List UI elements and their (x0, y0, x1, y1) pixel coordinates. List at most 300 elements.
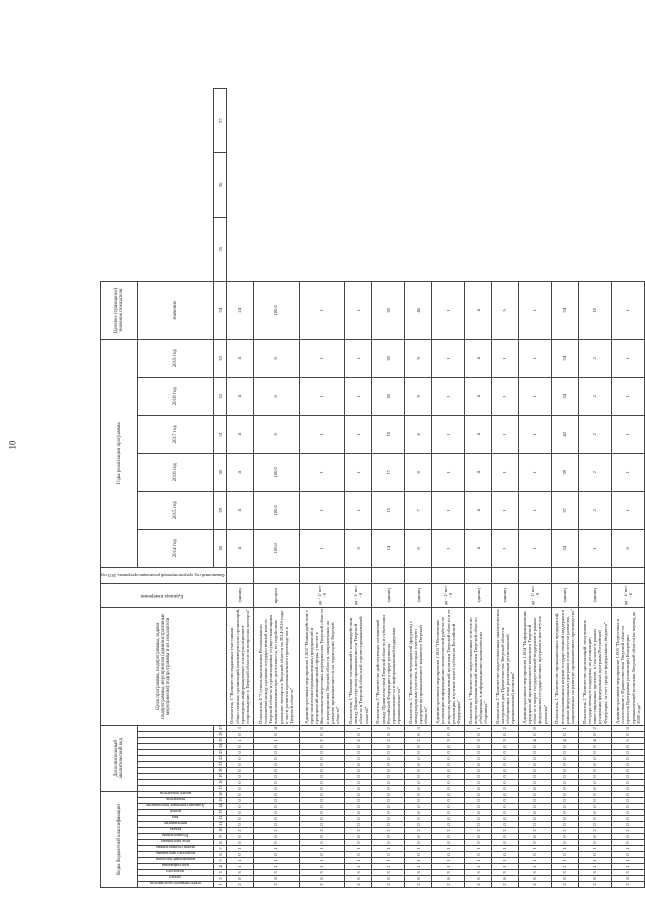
code-cell: 0 (372, 852, 405, 858)
indicator-text: Показатель 1 "Количество подготовленных отчетов по вопросам промышленной политики Тверской области, обобщенных в информационно-аналитических сборниках" (465, 607, 492, 725)
code-cell: 2 (299, 882, 345, 888)
code-cell: 0 (345, 773, 372, 779)
base-year-cell (226, 567, 253, 583)
page-number: 10 (7, 440, 18, 450)
code-cell: 0 (226, 852, 253, 858)
code-cell: 0 (578, 785, 611, 791)
code-cell: 0 (405, 755, 432, 761)
year-header: 2018 год (138, 377, 214, 415)
code-cell: 0 (465, 816, 492, 822)
year-value-cell: 1 (518, 339, 551, 377)
code-cell: 3 (611, 870, 644, 876)
code-cell: 1 (345, 846, 372, 852)
code-cell: 2 (432, 828, 465, 834)
code-cell: 2 (372, 828, 405, 834)
code-cell: 0 (611, 834, 644, 840)
code-cell: 0 (611, 816, 644, 822)
code-label-cell (138, 725, 214, 731)
code-cell: 0 (345, 785, 372, 791)
code-cell: 0 (578, 773, 611, 779)
code-cell: 0 (345, 834, 372, 840)
code-cell: 1 (432, 864, 465, 870)
code-cell: 1 (299, 858, 345, 864)
code-cell: 0 (518, 852, 551, 858)
base-year-cell (465, 567, 492, 583)
code-cell: 0 (345, 822, 372, 828)
code-cell: 0 (226, 779, 253, 785)
code-cell: 2 (465, 882, 492, 888)
code-cell: 2 (253, 828, 299, 834)
table-row (345, 89, 372, 888)
code-cell: 0 (518, 785, 551, 791)
target-value-cell: 20 (372, 281, 405, 339)
table-row (405, 89, 432, 888)
code-cell: 3 (551, 870, 578, 876)
code-cell: 0 (253, 852, 299, 858)
code-label-cell (138, 749, 214, 755)
code-cell: 1 (551, 864, 578, 870)
table-row (551, 89, 578, 888)
code-cell: 0 (465, 810, 492, 816)
code-cell: 1 (551, 858, 578, 864)
unit-cell: единиц (551, 583, 578, 607)
code-cell: 0 (465, 840, 492, 846)
code-cell: 0 (551, 791, 578, 797)
target-group-header: Целевое (суммарное) значение показателя (101, 281, 138, 339)
code-cell: 8 (492, 876, 519, 882)
code-cell: 0 (226, 755, 253, 761)
column-number: 5 (214, 858, 227, 864)
code-cell: 3 (518, 870, 551, 876)
year-value-cell: 2 (578, 415, 611, 453)
program-table-sheet (100, 88, 641, 888)
code-cell: 2 (405, 828, 432, 834)
column-number: 1 (214, 882, 227, 888)
code-cell: 3 (405, 870, 432, 876)
program-indicators-table (100, 88, 645, 888)
year-value-cell: 1 (518, 491, 551, 529)
year-value-cell: 39 (551, 453, 578, 491)
code-cell: 0 (551, 816, 578, 822)
column-number-row (214, 89, 227, 888)
column-number: 24 (214, 743, 227, 749)
code-cell: 2 (551, 882, 578, 888)
code-cell: 3 (432, 870, 465, 876)
column-number: 31 (214, 415, 227, 453)
code-cell: 0 (465, 822, 492, 828)
code-cell: 0 (465, 779, 492, 785)
code-cell: 1 (253, 858, 299, 864)
table-row (578, 89, 611, 888)
target-value-cell: 10 (578, 281, 611, 339)
code-cell: 0 (226, 785, 253, 791)
code-cell: 1 (492, 846, 519, 852)
year-value-cell: 18 (372, 415, 405, 453)
base-year-cell (432, 567, 465, 583)
code-cell: 2 (578, 882, 611, 888)
code-label-cell: Административное мероприятие (138, 804, 214, 810)
code-cell: 2 (372, 725, 405, 731)
code-cell: 0 (432, 773, 465, 779)
code-cell: 0 (432, 822, 465, 828)
code-cell: 0 (492, 840, 519, 846)
year-header: 2014 год (138, 529, 214, 567)
base-year-cell (299, 567, 345, 583)
table-row (226, 89, 253, 888)
code-cell: 0 (518, 810, 551, 816)
year-value-cell: 1 (518, 453, 551, 491)
code-cell: 0 (253, 767, 299, 773)
target-value-cell: 1 (611, 281, 644, 339)
year-value-cell: 37 (551, 491, 578, 529)
table-row (465, 89, 492, 888)
base-year-cell (253, 567, 299, 583)
code-cell: 1 (432, 846, 465, 852)
column-number: 34 (214, 281, 227, 339)
code-cell: 0 (405, 731, 432, 737)
code-cell: 2 (405, 882, 432, 888)
code-cell: 1 (465, 858, 492, 864)
code-cell: 0 (405, 822, 432, 828)
code-cell: 0 (578, 755, 611, 761)
code-cell: 0 (432, 749, 465, 755)
code-cell: 3 (465, 870, 492, 876)
code-cell: 0 (611, 755, 644, 761)
code-cell: 0 (611, 840, 644, 846)
code-cell: 1 (432, 858, 465, 864)
code-cell: 0 (611, 791, 644, 797)
code-cell: 1 (611, 846, 644, 852)
code-cell: 0 (299, 779, 345, 785)
column-number: 3 (214, 870, 227, 876)
code-cell: 1 (253, 846, 299, 852)
code-cell: 2 (226, 828, 253, 834)
code-cell: 0 (253, 834, 299, 840)
code-cell: 2 (518, 828, 551, 834)
code-cell: 0 (465, 852, 492, 858)
year-value-cell: 7 (405, 491, 432, 529)
code-cell: 0 (578, 810, 611, 816)
code-cell: 0 (372, 785, 405, 791)
column-number: 13 (214, 810, 227, 816)
code-cell: 0 (578, 816, 611, 822)
code-cell: 0 (372, 755, 405, 761)
year-value-cell: 100,0 (253, 453, 299, 491)
code-cell: 0 (432, 834, 465, 840)
year-value-cell: 2 (578, 453, 611, 491)
year-value-cell: 8 (405, 415, 432, 453)
code-cell: 1 (299, 846, 345, 852)
year-value-cell: 4 (226, 453, 253, 491)
table-row (372, 89, 405, 888)
table-row (518, 89, 551, 888)
code-cell: 3 (432, 737, 465, 743)
column-number: 12 (214, 816, 227, 822)
unit-cell: единиц (372, 583, 405, 607)
code-cell: 0 (465, 804, 492, 810)
code-cell: 0 (253, 743, 299, 749)
unit-cell: единиц (226, 583, 253, 607)
code-cell: 0 (226, 743, 253, 749)
year-value-cell: 1 (345, 339, 372, 377)
column-number: 4 (214, 864, 227, 870)
code-cell: 3 (492, 737, 519, 743)
code-label-cell: мероприятие (138, 822, 214, 828)
year-value-cell: 1 (432, 339, 465, 377)
column-number: 17 (214, 785, 227, 791)
code-cell: 1 (518, 864, 551, 870)
year-header: 2019 год (138, 339, 214, 377)
code-cell: 0 (372, 798, 405, 804)
code-cell: 0 (299, 798, 345, 804)
year-value-cell: 20 (372, 377, 405, 415)
code-cell: 4 (578, 737, 611, 743)
target-value-cell: 5 (492, 281, 519, 339)
code-cell: 0 (578, 834, 611, 840)
column-number: 28 (214, 529, 227, 567)
year-value-cell: 1 (299, 491, 345, 529)
column-number: 8 (214, 840, 227, 846)
code-cell: 0 (518, 743, 551, 749)
code-cell: 0 (518, 731, 551, 737)
code-cell: 0 (578, 743, 611, 749)
code-cell: 0 (345, 804, 372, 810)
code-cell: 0 (432, 779, 465, 785)
code-cell: 0 (578, 791, 611, 797)
indicator-text: Показатель 1 "Наличие соглашений о взаимодействии между Министерством промышленности Тверской области и Тверской областной торгово-промышленной палатой" (345, 607, 372, 725)
code-cell: 1 (551, 725, 578, 731)
year-value-cell: 0 (253, 339, 299, 377)
base-year-cell (551, 567, 578, 583)
code-cell: 1 (299, 864, 345, 870)
column-number: 2 (214, 876, 227, 882)
code-cell: 0 (345, 761, 372, 767)
code-cell: 0 (551, 840, 578, 846)
code-cell: 1 (465, 846, 492, 852)
goal-column-header: Цели программы, подпрограммы, задачи подпрограммы, мероприятия (административные мероприятия) подпрограммы и их показатели (101, 607, 227, 725)
code-cell: 0 (372, 804, 405, 810)
code-cell: 0 (299, 761, 345, 767)
year-value-cell: 4 (465, 339, 492, 377)
code-cell: 0 (345, 743, 372, 749)
code-cell: 0 (345, 755, 372, 761)
code-label-cell: направление расходов (138, 858, 214, 864)
code-cell: 1 (345, 725, 372, 731)
table-row (299, 89, 345, 888)
code-cell: 0 (299, 731, 345, 737)
code-cell: 0 (226, 731, 253, 737)
code-cell: 1 (226, 864, 253, 870)
column-number: 30 (214, 453, 227, 491)
column-number: 32 (214, 377, 227, 415)
code-cell: 2 (578, 725, 611, 731)
code-cell: 0 (372, 779, 405, 785)
code-cell: 0 (518, 761, 551, 767)
code-cell: 0 (299, 791, 345, 797)
year-value-cell: 42 (551, 415, 578, 453)
target-value-cell: 4 (465, 281, 492, 339)
year-value-cell: 100,0 (253, 491, 299, 529)
code-cell: 0 (432, 798, 465, 804)
code-cell: 8 (465, 876, 492, 882)
code-label-cell (138, 773, 214, 779)
code-cell: 0 (299, 767, 345, 773)
code-cell: 1 (578, 864, 611, 870)
code-cell: 5 (611, 737, 644, 743)
base-year-cell (518, 567, 551, 583)
code-cell: 0 (345, 767, 372, 773)
year-value-cell: 4 (226, 491, 253, 529)
extra-code-header: Дополнительный аналитический код (101, 725, 138, 791)
code-cell: 0 (299, 840, 345, 846)
column-number: 11 (214, 822, 227, 828)
code-cell: 0 (345, 779, 372, 785)
code-cell: 0 (465, 749, 492, 755)
code-cell: 3 (299, 870, 345, 876)
year-value-cell: 17 (372, 453, 405, 491)
year-value-cell: 1 (611, 339, 644, 377)
code-cell: 0 (518, 773, 551, 779)
code-cell: 0 (299, 785, 345, 791)
column-number: 14 (214, 804, 227, 810)
year-value-cell: 4 (226, 377, 253, 415)
code-cell: 0 (432, 731, 465, 737)
code-cell: 0 (253, 840, 299, 846)
code-cell: 3 (465, 737, 492, 743)
code-cell: 0 (345, 810, 372, 816)
year-value-cell: 0 (253, 377, 299, 415)
year-value-cell: 1 (299, 529, 345, 567)
code-cell: 0 (299, 822, 345, 828)
year-value-cell: 1 (432, 415, 465, 453)
code-cell: 0 (345, 731, 372, 737)
code-cell: 0 (253, 785, 299, 791)
code-cell: 1 (345, 858, 372, 864)
code-cell: 8 (432, 876, 465, 882)
code-cell: 1 (465, 864, 492, 870)
code-cell: 0 (405, 852, 432, 858)
year-value-cell: 1 (611, 377, 644, 415)
code-cell: 0 (299, 834, 345, 840)
year-value-cell: 14 (372, 529, 405, 567)
column-number: 33 (214, 339, 227, 377)
code-cell: 0 (432, 816, 465, 822)
year-value-cell: 1 (432, 529, 465, 567)
code-cell: 0 (551, 785, 578, 791)
year-value-cell: 1 (492, 453, 519, 491)
code-cell: 0 (492, 755, 519, 761)
code-cell: 0 (253, 804, 299, 810)
year-value-cell: 34 (551, 339, 578, 377)
code-cell: 8 (578, 876, 611, 882)
code-cell: 0 (465, 767, 492, 773)
table-row (253, 89, 299, 888)
code-cell: 2 (345, 828, 372, 834)
code-cell: 0 (551, 767, 578, 773)
base-year-cell (492, 567, 519, 583)
code-cell: 0 (432, 852, 465, 858)
column-number: 19 (214, 773, 227, 779)
code-cell: 0 (611, 804, 644, 810)
code-cell: 0 (578, 767, 611, 773)
code-cell: 0 (518, 822, 551, 828)
code-cell: 0 (611, 767, 644, 773)
code-cell: 4 (551, 737, 578, 743)
code-label-cell: классификация (138, 864, 214, 870)
code-cell: 0 (253, 755, 299, 761)
base-year-cell (372, 567, 405, 583)
base-year-cell (405, 567, 432, 583)
table-row (432, 89, 465, 888)
code-cell: 0 (611, 852, 644, 858)
year-value-cell: 100,0 (253, 529, 299, 567)
code-cell: 0 (492, 773, 519, 779)
code-cell: 0 (253, 761, 299, 767)
code-cell: 3 (253, 870, 299, 876)
code-label-cell: номер (138, 810, 214, 816)
year-value-cell: 1 (299, 377, 345, 415)
code-cell: 0 (432, 840, 465, 846)
year-header: 2017 год (138, 415, 214, 453)
code-cell: 0 (465, 761, 492, 767)
unit-cell: единиц (578, 583, 611, 607)
code-cell: 0 (492, 804, 519, 810)
year-value-cell: 4 (226, 415, 253, 453)
years-group-header: Годы реализации программы (101, 339, 138, 567)
code-cell: 2 (432, 882, 465, 888)
year-value-cell: 1 (578, 529, 611, 567)
code-cell: 0 (372, 761, 405, 767)
code-cell: 0 (611, 725, 644, 731)
code-cell: 3 (345, 870, 372, 876)
year-value-cell: 34 (551, 377, 578, 415)
code-cell: 0 (465, 798, 492, 804)
year-value-cell: 4 (465, 529, 492, 567)
code-cell: 0 (226, 816, 253, 822)
code-cell: 0 (518, 834, 551, 840)
code-cell: 0 (253, 749, 299, 755)
code-cell: 2 (611, 828, 644, 834)
code-cell: 0 (492, 761, 519, 767)
code-cell: 8 (551, 876, 578, 882)
code-cell: 4 (253, 725, 299, 731)
code-cell: 0 (226, 767, 253, 773)
code-cell: 0 (226, 822, 253, 828)
code-label-cell (138, 743, 214, 749)
column-number: 35 (214, 217, 227, 281)
year-value-cell: 1 (492, 491, 519, 529)
code-cell: 0 (405, 743, 432, 749)
code-cell: 0 (492, 779, 519, 785)
year-value-cell: 9 (405, 377, 432, 415)
code-cell: 0 (518, 749, 551, 755)
code-cell: 0 (226, 749, 253, 755)
column-number: 20 (214, 767, 227, 773)
year-value-cell: 20 (372, 339, 405, 377)
code-cell: 0 (551, 852, 578, 858)
column-number: 9 (214, 834, 227, 840)
column-number: 37 (214, 89, 227, 153)
indicator-text: Административное мероприятие 1.002 "Взаимодействие с представителями промышленных предприятий и предприятий инновационной сферы, участие в Выставочно-конгрессных мероприятиях Тверской области и мероприятиях Тверской области, направленных на развитие промышленности на территории Тверской области" (299, 607, 345, 725)
code-cell: 2 (578, 828, 611, 834)
column-number: 6 (214, 852, 227, 858)
code-cell: 0 (492, 834, 519, 840)
column-number: 23 (214, 749, 227, 755)
code-cell: 0 (465, 755, 492, 761)
code-cell: 2 (465, 828, 492, 834)
column-number: 7 (214, 846, 227, 852)
base-year-cell (611, 567, 644, 583)
